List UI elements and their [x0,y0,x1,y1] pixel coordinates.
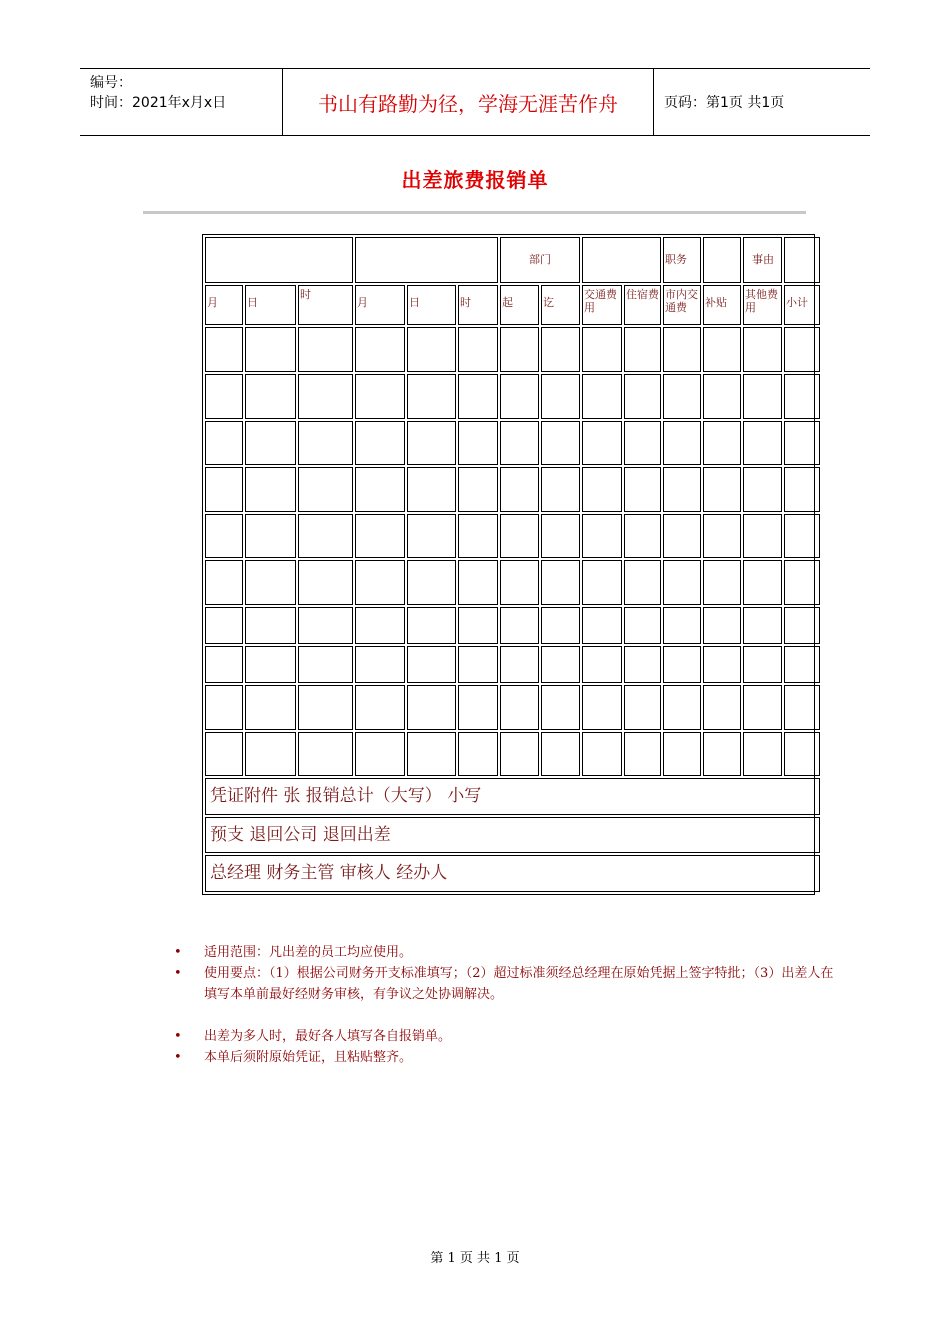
bullet-icon: • [174,945,182,960]
table-cell[interactable] [407,646,456,684]
table-cell[interactable] [245,514,296,559]
table-cell[interactable] [541,374,580,419]
table-cell[interactable] [624,327,661,372]
table-cell[interactable] [582,327,622,372]
table-cell[interactable] [355,327,405,372]
table-cell[interactable] [703,607,741,644]
table-cell[interactable] [407,467,456,512]
table-cell[interactable] [582,732,622,777]
table-cell[interactable] [500,327,539,372]
table-cell[interactable] [205,732,243,777]
table-row [205,421,820,466]
document-time: 时间：2021年x月x日 [90,95,227,111]
table-cell[interactable] [663,732,701,777]
table-cell[interactable] [784,646,820,684]
table-cell[interactable] [703,514,741,559]
note-multiple-people: 出差为多人时，最好各人填写各自报销单。 [204,1029,452,1044]
table-cell[interactable] [663,327,701,372]
form-top-row [205,237,820,283]
table-cell[interactable] [663,514,701,559]
table-row [205,685,820,730]
col-transport-fee: 交通费用 [582,285,622,326]
table-cell[interactable] [663,421,701,466]
table-cell[interactable] [205,607,243,644]
table-cell[interactable] [582,374,622,419]
table-cell[interactable] [703,467,741,512]
position-field[interactable] [703,237,741,283]
table-cell[interactable] [582,467,622,512]
col-from: 起 [500,285,539,326]
col-lodging-fee: 住宿费 [624,285,661,326]
table-cell[interactable] [205,467,243,512]
table-row [205,732,820,777]
table-cell[interactable] [298,646,353,684]
col-subtotal: 小计 [784,285,820,326]
table-cell[interactable] [703,560,741,605]
table-cell[interactable] [407,327,456,372]
table-cell[interactable] [703,421,741,466]
table-cell[interactable] [541,327,580,372]
page-footer: 第 1 页 共 1 页 [430,1251,520,1266]
col-depart-day: 日 [245,285,296,326]
table-row [205,467,820,512]
table-cell[interactable] [407,607,456,644]
table-cell[interactable] [624,607,661,644]
col-to: 讫 [541,285,580,326]
table-cell[interactable] [743,646,782,684]
table-cell[interactable] [355,560,405,605]
table-cell[interactable] [703,374,741,419]
table-cell[interactable] [663,467,701,512]
table-cell[interactable] [458,327,498,372]
table-row [205,646,820,684]
table-cell[interactable] [541,732,580,777]
table-cell[interactable] [784,514,820,559]
table-cell[interactable] [663,374,701,419]
table-cell[interactable] [703,327,741,372]
table-cell[interactable] [458,560,498,605]
table-cell[interactable] [500,514,539,559]
table-cell[interactable] [298,685,353,730]
col-depart-hour: 时 [298,285,353,326]
bullet-icon: • [174,1050,182,1065]
col-arrive-hour: 时 [458,285,498,326]
note-attachments: 本单后须附原始凭证，且粘贴整齐。 [204,1050,413,1065]
table-cell[interactable] [663,607,701,644]
table-row [205,560,820,605]
table-cell[interactable] [298,560,353,605]
table-cell[interactable] [205,646,243,684]
table-cell[interactable] [541,607,580,644]
note-item [174,1047,834,1068]
table-row [205,327,820,372]
table-cell[interactable] [245,646,296,684]
table-cell[interactable] [458,732,498,777]
table-cell[interactable] [245,374,296,419]
table-cell[interactable] [245,560,296,605]
table-cell[interactable] [541,646,580,684]
table-cell[interactable] [407,514,456,559]
table-cell[interactable] [663,685,701,730]
col-depart-month: 月 [205,285,243,326]
column-header-row [205,285,820,326]
table-cell[interactable] [624,374,661,419]
table-cell[interactable] [458,514,498,559]
expense-table [203,235,822,894]
table-cell[interactable] [582,560,622,605]
table-cell[interactable] [500,560,539,605]
table-cell[interactable] [743,374,782,419]
table-cell[interactable] [245,467,296,512]
table-cell[interactable] [355,646,405,684]
table-row [205,514,820,559]
table-cell[interactable] [624,646,661,684]
table-cell[interactable] [624,685,661,730]
note-item [174,963,834,1005]
col-other-fee: 其他费用 [743,285,782,326]
table-cell[interactable] [784,560,820,605]
page-header [80,68,870,136]
table-cell[interactable] [298,327,353,372]
table-cell[interactable] [500,374,539,419]
note-item [174,1026,834,1047]
table-cell[interactable] [500,646,539,684]
table-row [205,607,820,644]
table-cell[interactable] [355,607,405,644]
table-cell[interactable] [245,685,296,730]
table-cell[interactable] [407,421,456,466]
table-cell[interactable] [205,685,243,730]
table-cell[interactable] [458,374,498,419]
table-cell[interactable] [582,646,622,684]
table-cell[interactable] [205,514,243,559]
table-cell[interactable] [784,685,820,730]
table-cell[interactable] [407,685,456,730]
usage-notes [174,942,834,1068]
table-cell[interactable] [458,467,498,512]
table-cell[interactable] [355,732,405,777]
table-cell[interactable] [355,467,405,512]
table-cell[interactable] [205,327,243,372]
table-cell[interactable] [743,514,782,559]
department-label: 部门 [500,237,580,283]
table-cell[interactable] [703,685,741,730]
summary-row-advance [205,817,820,854]
table-cell[interactable] [458,607,498,644]
table-cell[interactable] [355,374,405,419]
table-cell[interactable] [205,560,243,605]
table-cell[interactable] [458,646,498,684]
table-cell[interactable] [298,421,353,466]
header-slogan: 书山有路勤为径，学海无涯苦作舟 [282,69,654,135]
table-cell[interactable] [500,421,539,466]
table-cell[interactable] [624,514,661,559]
table-cell[interactable] [541,560,580,605]
table-cell[interactable] [500,732,539,777]
table-cell[interactable] [245,421,296,466]
header-info [80,69,282,135]
table-cell[interactable] [500,685,539,730]
note-spacer [174,1005,834,1026]
table-cell[interactable] [355,421,405,466]
table-cell[interactable] [205,421,243,466]
table-cell[interactable] [407,374,456,419]
table-cell[interactable] [624,732,661,777]
table-cell[interactable] [784,327,820,372]
table-cell[interactable] [743,607,782,644]
table-cell[interactable] [784,467,820,512]
expense-rows [205,327,820,776]
note-scope: 适用范围：凡出差的员工均应使用。 [204,945,413,960]
table-cell[interactable] [582,421,622,466]
table-cell[interactable] [582,685,622,730]
note-usage: 使用要点：（1）根据公司财务开支标准填写；（2）超过标准须经总经理在原始凭据上签字特批；（3）出差人在填写本单前最好经财务审核，有争议之处协调解决。 [204,966,834,1002]
table-cell[interactable] [500,467,539,512]
table-cell[interactable] [663,560,701,605]
table-cell[interactable] [458,421,498,466]
table-cell[interactable] [298,514,353,559]
bullet-icon: • [174,966,182,981]
col-local-transport-fee: 市内交通费 [663,285,701,326]
table-cell[interactable] [743,685,782,730]
department-field[interactable] [582,237,661,283]
table-cell[interactable] [784,607,820,644]
summary-signatures[interactable]: 总经理 财务主管 审核人 经办人 [205,855,820,892]
table-cell[interactable] [703,646,741,684]
table-cell[interactable] [500,607,539,644]
table-cell[interactable] [743,327,782,372]
table-cell[interactable] [298,607,353,644]
name-field[interactable] [205,237,353,283]
table-cell[interactable] [624,467,661,512]
table-cell[interactable] [245,327,296,372]
table-cell[interactable] [624,560,661,605]
table-cell[interactable] [458,685,498,730]
table-cell[interactable] [407,732,456,777]
table-cell[interactable] [743,467,782,512]
note-item [174,942,834,963]
table-cell[interactable] [245,607,296,644]
table-cell[interactable] [355,685,405,730]
table-cell[interactable] [245,732,296,777]
reason-label: 事由 [743,237,782,283]
title-divider [143,211,806,214]
table-row [205,374,820,419]
summary-row-total [205,778,820,815]
document-title: 出差旅费报销单 [401,168,549,192]
name-value-field[interactable] [355,237,498,283]
bullet-icon: • [174,1029,182,1044]
table-cell[interactable] [541,685,580,730]
col-arrive-month: 月 [355,285,405,326]
table-cell[interactable] [541,514,580,559]
table-cell[interactable] [663,646,701,684]
table-cell[interactable] [298,374,353,419]
table-cell[interactable] [582,607,622,644]
table-cell[interactable] [355,514,405,559]
header-page-number: 页码：第1页 共1页 [664,95,785,111]
summary-advance[interactable]: 预支 退回公司 退回出差 [205,817,820,854]
table-cell[interactable] [784,374,820,419]
position-label: 职务 [663,237,701,283]
table-cell[interactable] [784,732,820,777]
table-cell[interactable] [703,732,741,777]
col-arrive-day: 日 [407,285,456,326]
table-cell[interactable] [407,560,456,605]
col-allowance: 补贴 [703,285,741,326]
table-cell[interactable] [541,467,580,512]
table-cell[interactable] [743,560,782,605]
table-cell[interactable] [582,514,622,559]
table-cell[interactable] [784,421,820,466]
expense-form [202,234,815,895]
table-cell[interactable] [541,421,580,466]
reason-field[interactable] [784,237,820,283]
summary-row-signatures [205,855,820,892]
summary-total[interactable]: 凭证附件 张 报销总计（大写） 小写 [205,778,820,815]
table-cell[interactable] [298,732,353,777]
table-cell[interactable] [743,421,782,466]
table-cell[interactable] [298,467,353,512]
table-cell[interactable] [205,374,243,419]
table-cell[interactable] [624,421,661,466]
document-number: 编号： [90,75,132,91]
table-cell[interactable] [743,732,782,777]
